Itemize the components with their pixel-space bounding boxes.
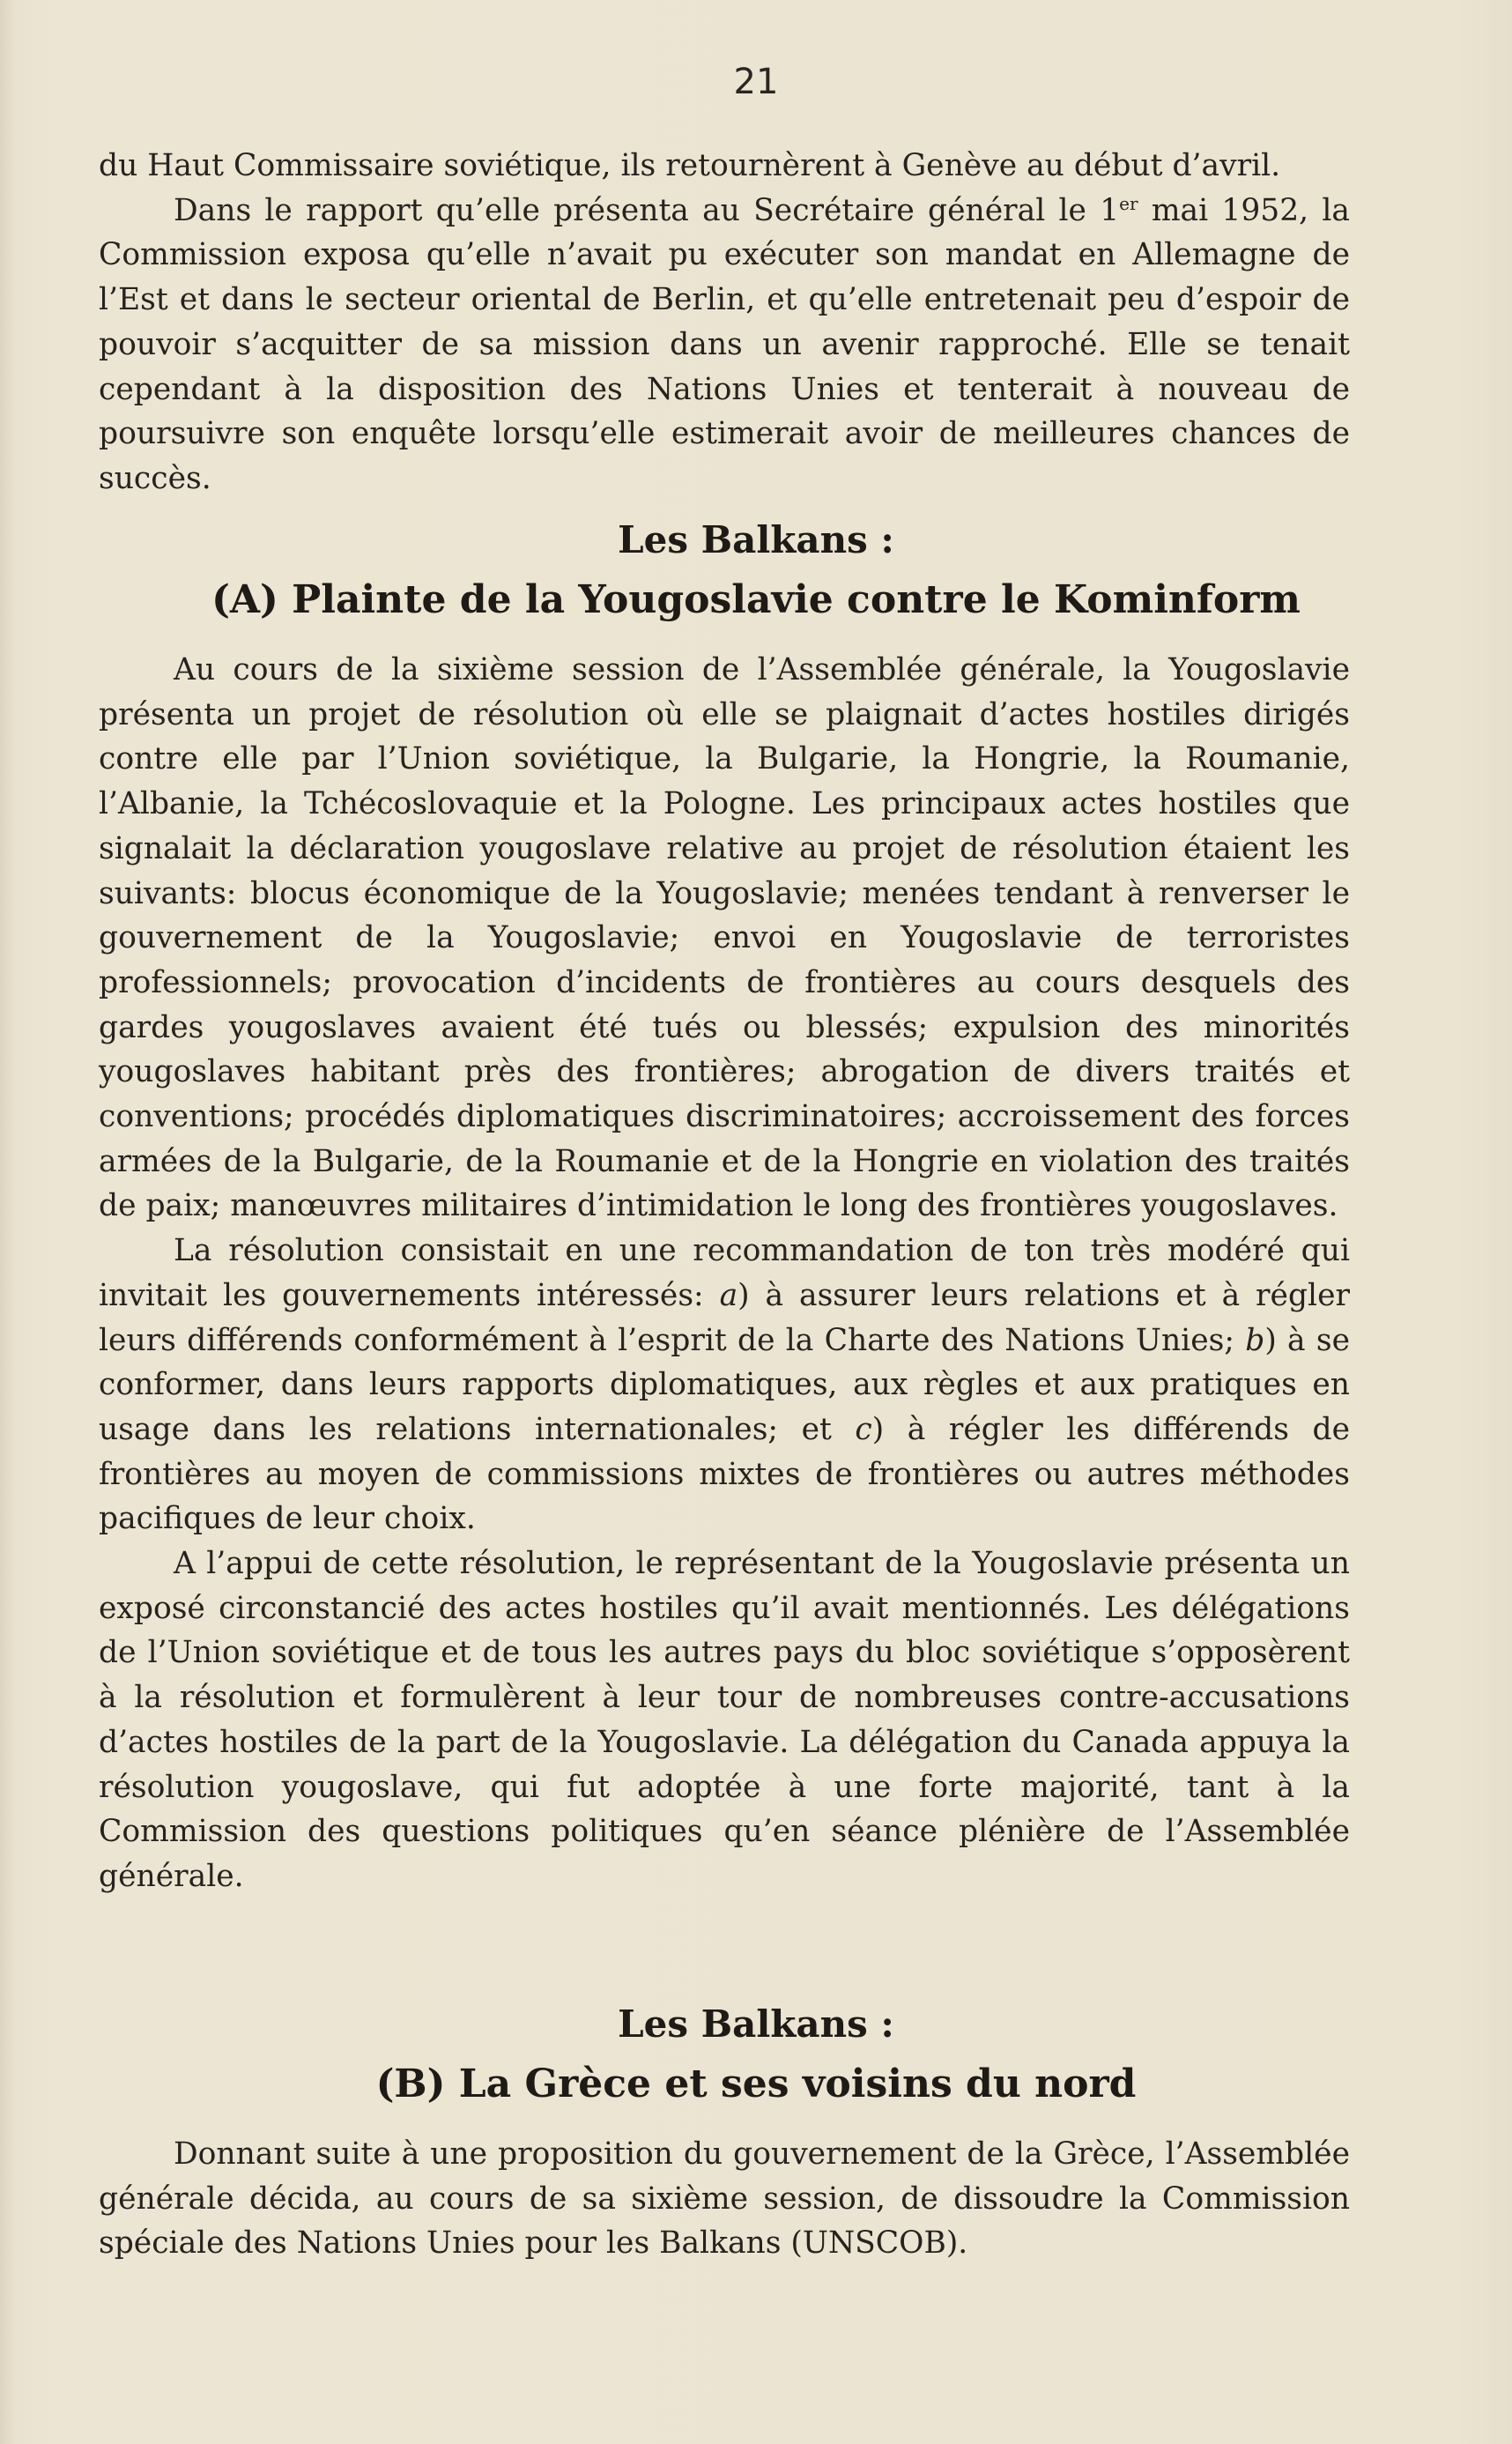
intro-line: du Haut Commissaire soviétique, ils retournèrent à Genève au début d’avril. [99, 148, 1281, 183]
section-b-paragraph-1: Donnant suite à une proposition du gouvernement de la Grèce, l’Assemblée générale décida, au cours de sa sixième session, de dissoudre la Commission spéciale des Nations Unies pour les Balkans (UNSCOB). [99, 2136, 1350, 2262]
section-a-heading: Les Balkans : [618, 518, 894, 561]
section-a-subheading: (A) Plainte de la Yougoslavie contre le Kominform [211, 577, 1301, 622]
ordinal-superscript: er [1119, 192, 1138, 214]
section-a-paragraph-1: Au cours de la sixième session de l’Assemblée générale, la Yougoslavie présenta un projet de résolution où elle se plaignait d’actes hostiles dirigés contre elle par l’Union soviétique, la Bulgarie, la Hongrie, la Roumanie, l’Albanie, la Tchécoslovaquie et la Pologne. Les principaux actes hostiles que signalait la déclaration yougoslave relative au projet de résolution étaient les suivants: blocus économique de la Yougoslavie; menées tendant à renverser le gouvernement de la Yougoslavie; envoi en Yougoslavie de terroristes professionnels; provocation d’incidents de frontières au cours desquels des gardes yougoslaves avaient été tués ou blessés; expulsion des minorités yougoslaves habitant près des frontières; abrogation de divers traités et conventions; procédés diplomatiques discriminatoires; accroissement des forces armées de la Bulgarie, de la Roumanie et de la Hongrie en violation des traités de paix; manœuvres militaires d’intimidation le long des frontières yougoslaves. [99, 652, 1350, 1224]
section-a-text [99, 648, 1350, 1899]
section-b-heading: Les Balkans : [618, 2002, 894, 2046]
section-b-text [99, 2132, 1350, 2266]
section-a-paragraph-3: A l’appui de cette résolution, le représentant de la Yougoslavie présenta un exposé circonstancié des actes hostiles qu’il avait mentionnés. Les délégations de l’Union soviétique et de tous les autres pays du bloc soviétique s’opposèrent à la résolution et formulèrent à leur tour de nombreuses contre-accusations d’actes hostiles de la part de la Yougoslavie. La délégation du Canada appuya la résolution yougoslave, qui fut adoptée à une forte majorité, tant à la Commission des questions politiques qu’en séance plénière de l’Assemblée générale. [99, 1546, 1350, 1894]
page-number: 21 [733, 62, 779, 102]
section-a-paragraph-2: La résolution consistait en une recommandation de ton très modéré qui invitait les gouvernements intéressés: a) à assurer leurs relations et à régler leurs différends conformément à l’esprit de la Charte des Nations Unies; b) à se conformer, dans leurs rapports diplomatiques, aux règles et aux pratiques en usage dans les relations internationales; et c) à régler les différends de frontières au moyen de commissions mixtes de frontières ou autres méthodes pacifiques de leur choix. [99, 1233, 1350, 1537]
section-b-subheading: (B) La Grèce et ses voisins du nord [375, 2061, 1137, 2106]
intro-text [99, 144, 1350, 501]
intro-paragraph: Dans le rapport qu’elle présenta au Secrétaire général le 1er mai 1952, la Commission exposa qu’elle n’avait pu exécuter son mandat en Allemagne de l’Est et dans le secteur oriental de Berlin, et qu’elle entretenait peu d’espoir de pouvoir s’acquitter de sa mission dans un avenir rapproché. Elle se tenait cependant à la disposition des Nations Unies et tenterait à nouveau de poursuivre son enquête lorsqu’elle estimerait avoir de meilleures chances de succès. [99, 192, 1350, 496]
